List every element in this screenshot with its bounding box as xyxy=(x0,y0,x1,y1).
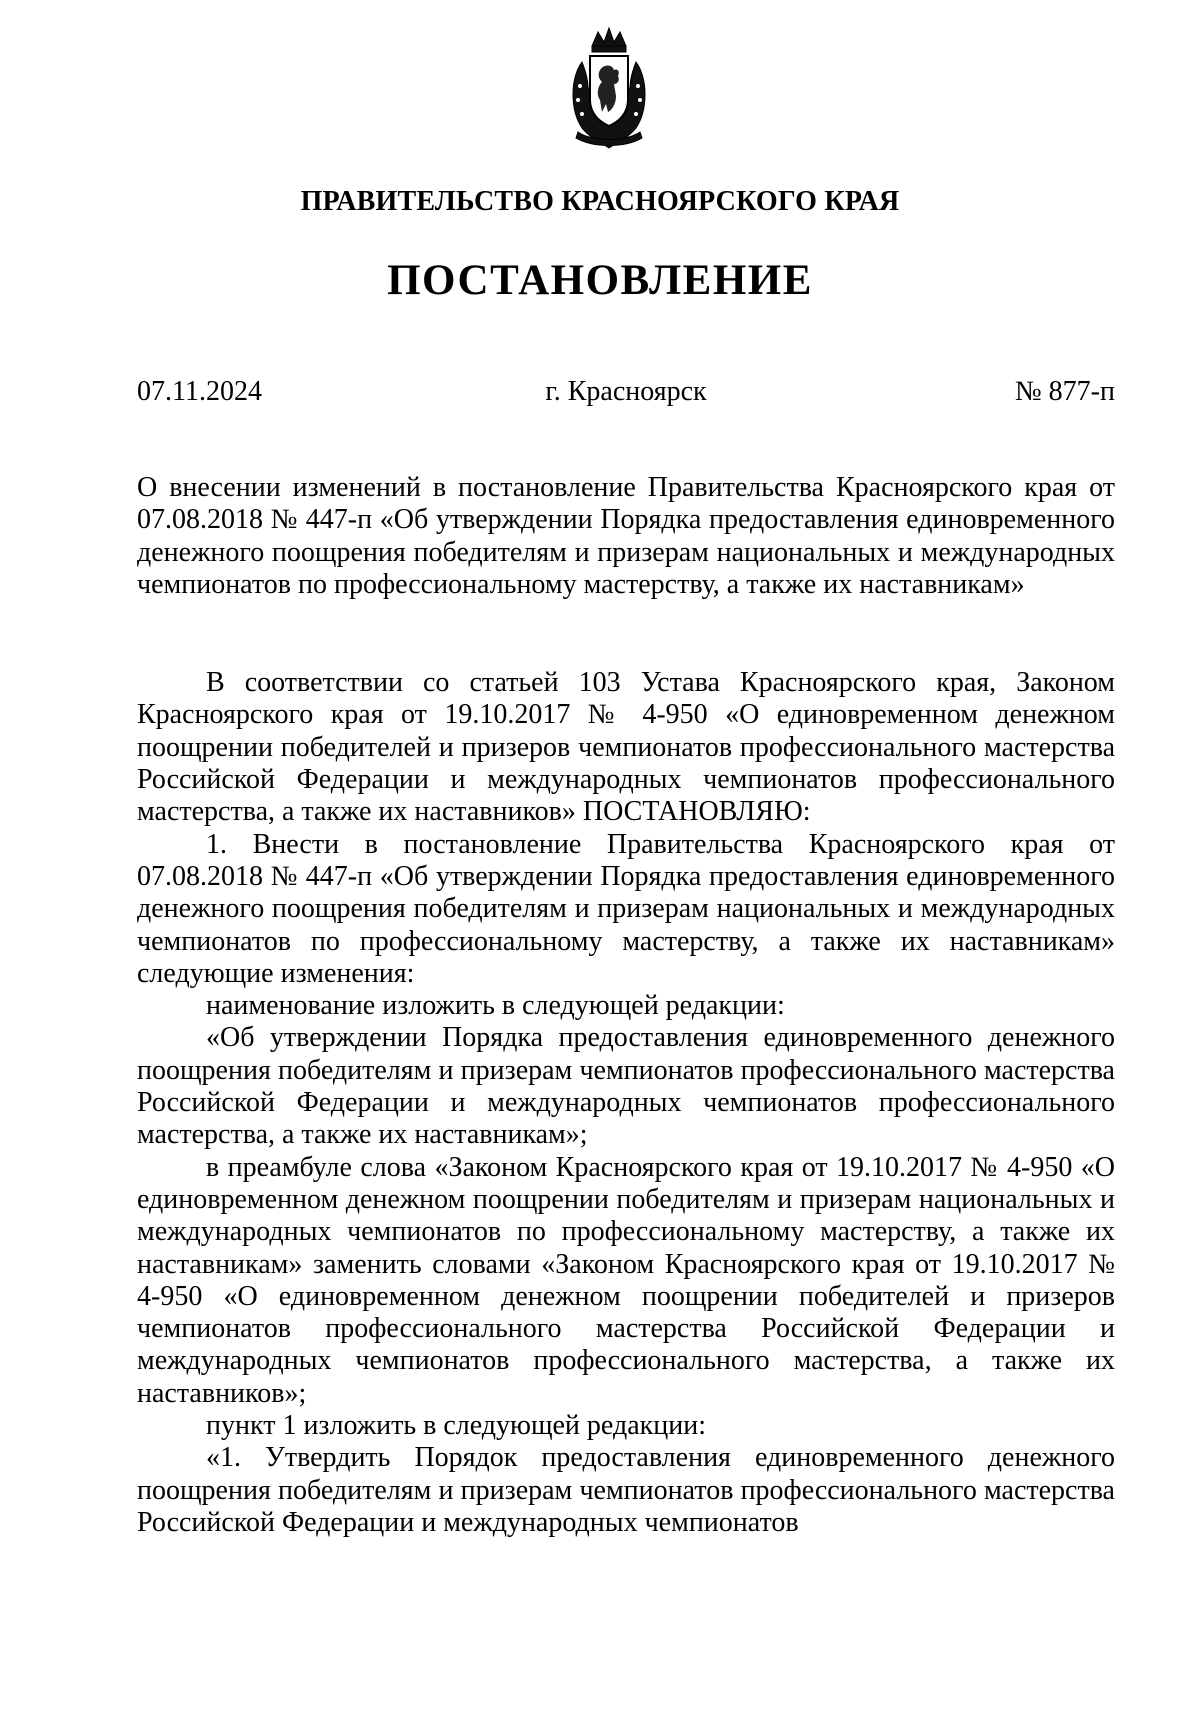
document-city: г. Красноярск xyxy=(545,376,707,407)
document-date: 07.11.2024 xyxy=(137,376,262,407)
document-title-block xyxy=(137,472,1115,601)
paragraph-name-change: наименование изложить в следующей редакции: xyxy=(206,990,785,1022)
paragraph-item-1: 1. Внести в постановление Правительства Красноярского края от 07.08.2018 № 447-п «Об утверждении Порядка предоставления единовременного денежного поощрения победителям и призерам национальных и международных чемпионатов по профессиональному мастерству, а также их наставникам» следующие изменения: xyxy=(137,828,1115,989)
paragraph-new-point-1: «1. Утвердить Порядок предоставления единовременного денежного поощрения победителям и призерам чемпионатов профессионального мастерства Российской Федерации и международных чемпионатов xyxy=(137,1442,1115,1538)
paragraph-new-name: «Об утверждении Порядка предоставления единовременного денежного поощрения победителям и призерам чемпионатов профессионального мастерства Российской Федерации и международных чемпионатов профессионального мастерства, а также их наставникам»; xyxy=(137,1022,1115,1151)
organization-name: ПРАВИТЕЛЬСТВО КРАСНОЯРСКОГО КРАЯ xyxy=(300,186,900,217)
document-title: О внесении изменений в постановление Правительства Красноярского края от 07.08.2018 № 447-п «Об утверждении Порядка предоставления единовременного денежного поощрения победителям и призерам национальных и международных чемпионатов по профессиональному мастерству, а также их наставникам» xyxy=(137,472,1115,600)
document-type: ПОСТАНОВЛЕНИЕ xyxy=(387,257,813,304)
document-content xyxy=(137,472,1115,1539)
paragraph-preamble: В соответствии со статьей 103 Устава Красноярского края, Законом Красноярского края от 19.10.2017 № 4-950 «О единовременном денежном поощрении победителей и призеров чемпионатов профессионального мастерства Российской Федерации и международных чемпионатов профессионального мастерства, а также их наставников» ПОСТАНОВЛЯЮ: xyxy=(137,667,1115,828)
document-number: № 877-п xyxy=(1014,376,1115,407)
paragraph-preamble-change: в преамбуле слова «Законом Красноярского края от 19.10.2017 № 4-950 «О единовременном денежном поощрении победителям и призерам национальных и международных чемпионатов по профессиональному мастерству, а также их наставникам» заменить словами «Законом Красноярского края от 19.10.2017 № 4-950 «О единовременном денежном поощрении победителей и призеров чемпионатов профессионального мастерства Российской Федерации и международных чемпионатов профессионального мастерства, а также их наставников»; xyxy=(137,1151,1115,1409)
paragraph-point-1-change: пункт 1 изложить в следующей редакции: xyxy=(206,1410,706,1442)
document-body xyxy=(137,667,1115,1539)
document-meta xyxy=(137,376,1115,412)
coat-of-arms-icon xyxy=(568,24,650,152)
